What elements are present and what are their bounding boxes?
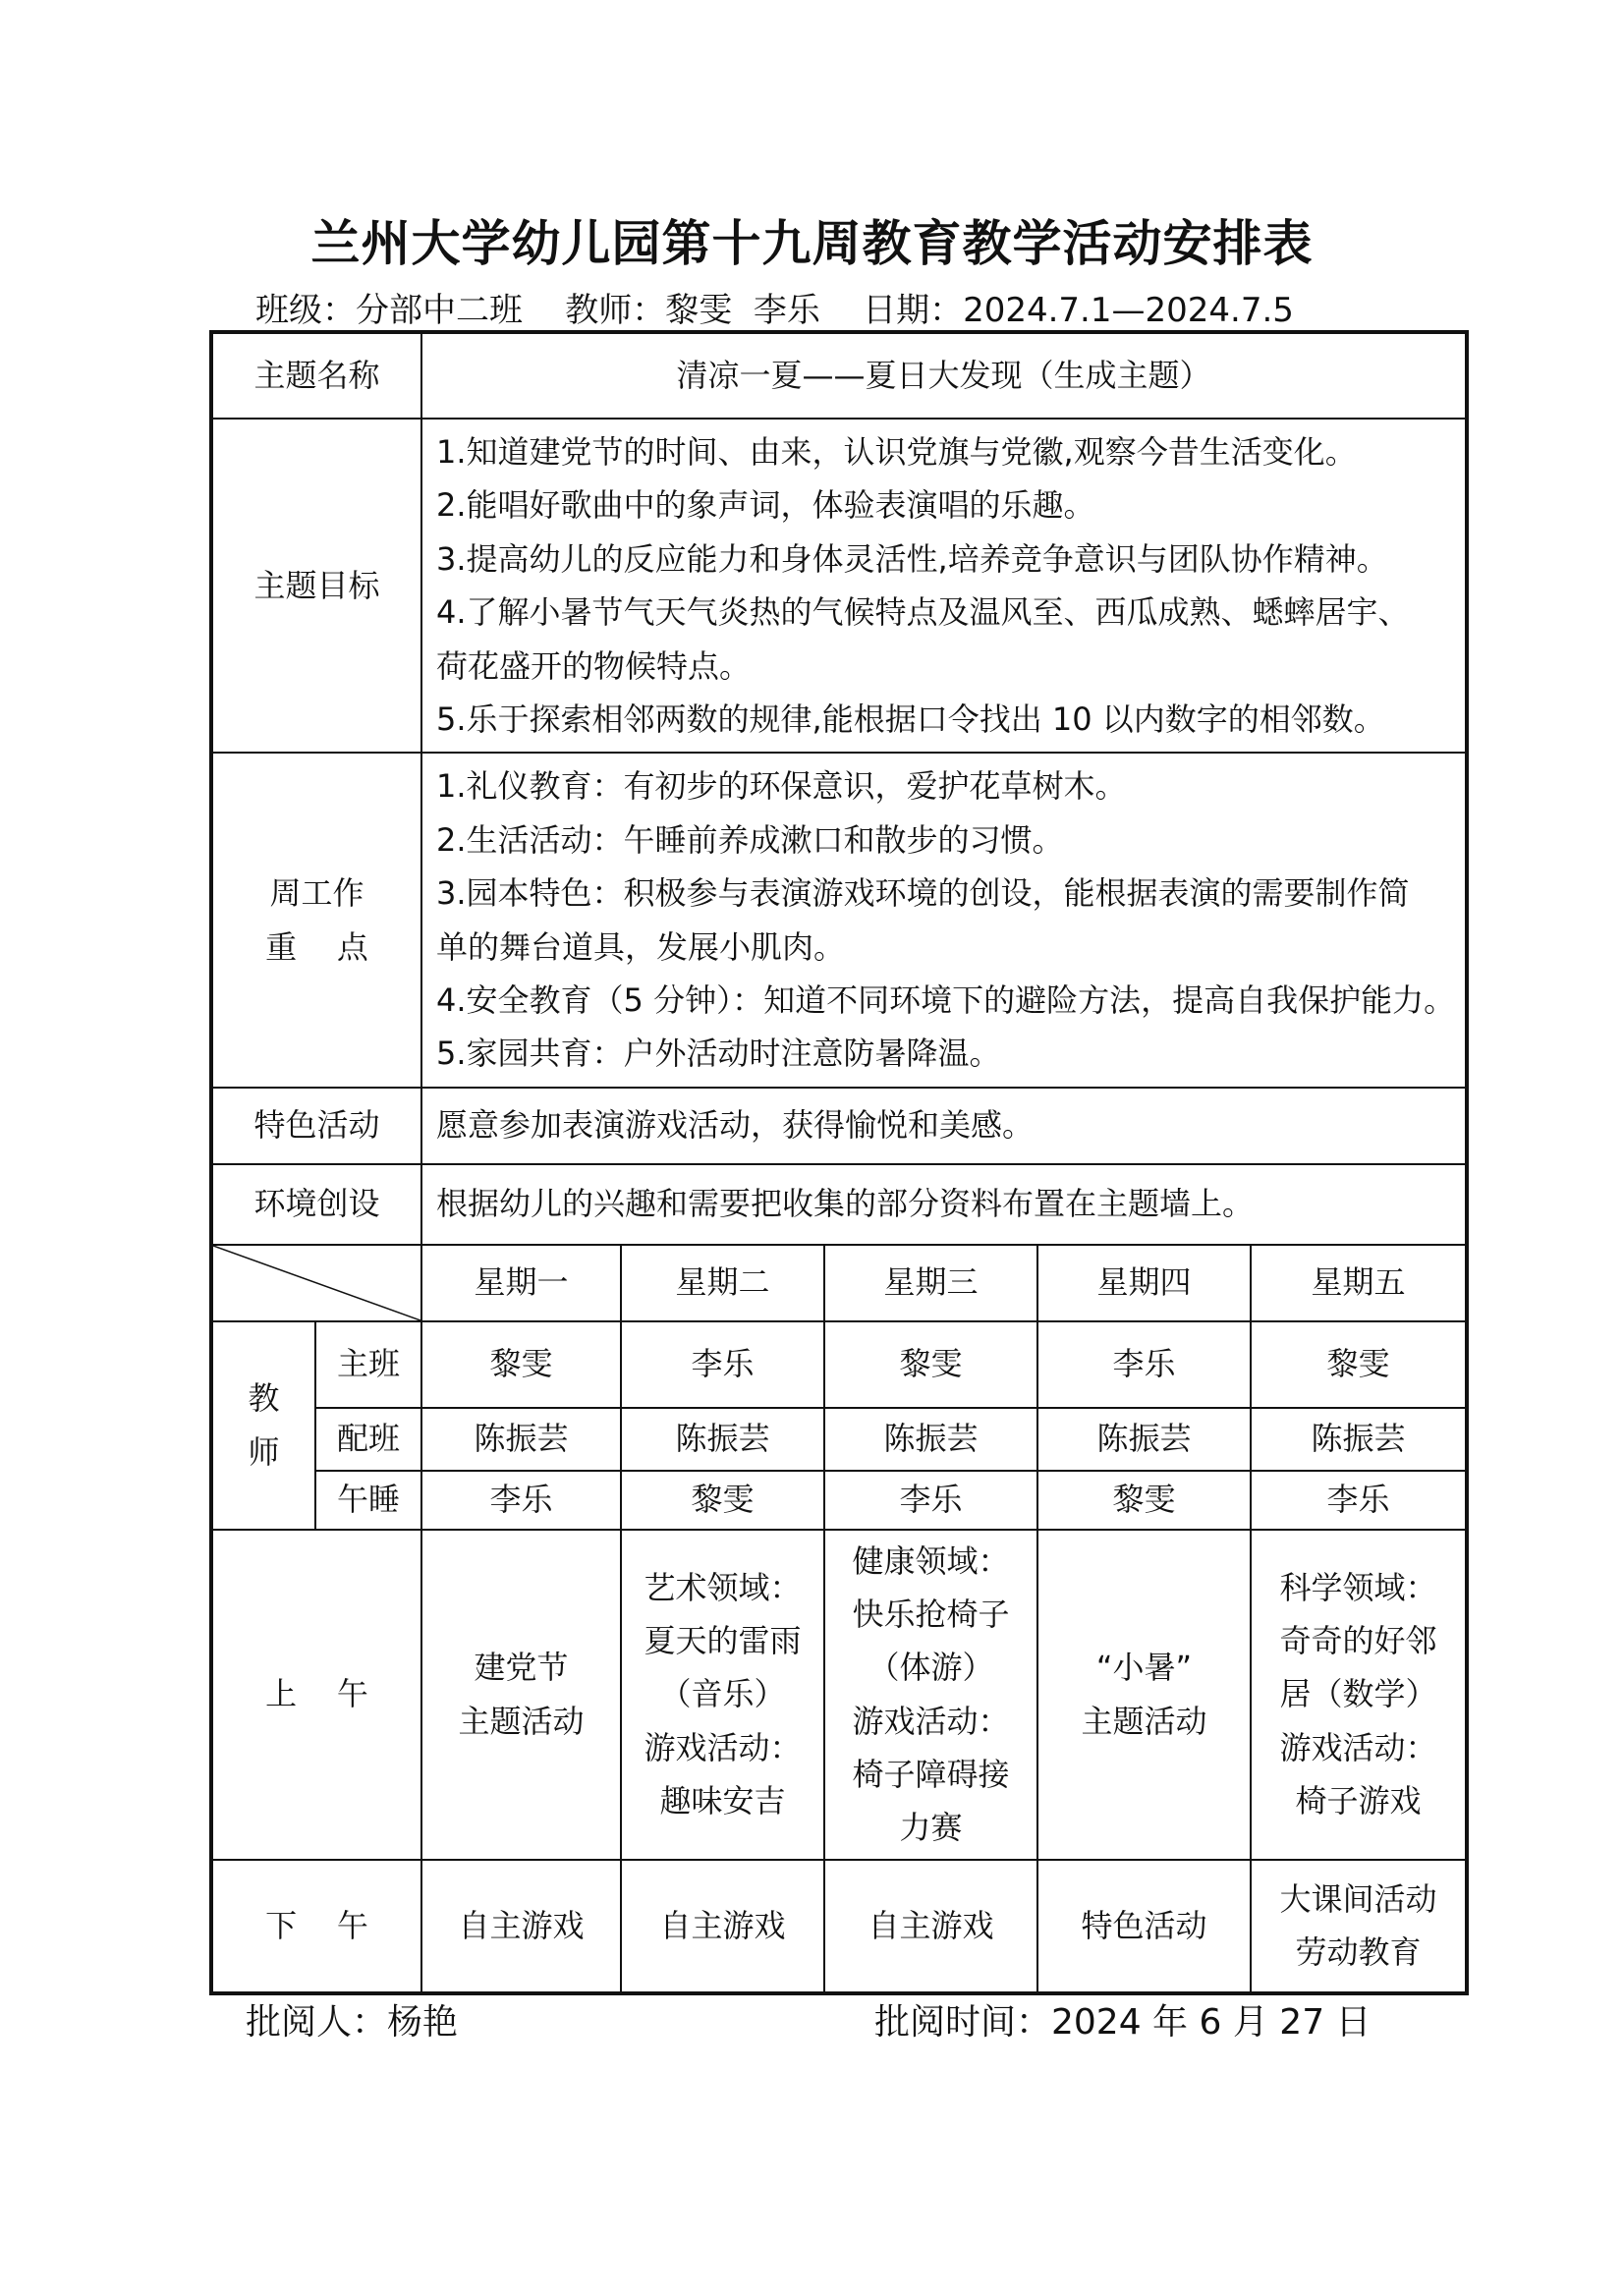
cell-line: （体游） bbox=[868, 1649, 994, 1687]
cell-line: 建党节 bbox=[474, 1649, 569, 1687]
cell-line: 科学领域： bbox=[1279, 1568, 1437, 1606]
day-header: 星期二 bbox=[621, 1245, 824, 1321]
morning-label: 上 午 bbox=[211, 1530, 421, 1860]
role-label: 午睡 bbox=[315, 1471, 421, 1530]
morning-row bbox=[211, 1530, 1467, 1860]
diagonal-header-cell bbox=[211, 1245, 421, 1321]
afternoon-cell bbox=[824, 1860, 1037, 1993]
focus-line: 1.礼仪教育：有初步的环保意识，爱护花草树木。 bbox=[436, 767, 1127, 806]
goal-line: 5.乐于探索相邻两数的规律,能根据口令找出 10 以内数字的相邻数。 bbox=[436, 700, 1385, 738]
teacher-cell: 陈振芸 bbox=[824, 1408, 1037, 1471]
focus-line: 5.家园共育：户外活动时注意防暑降温。 bbox=[436, 1035, 1001, 1073]
cell-line: （音乐） bbox=[659, 1675, 786, 1713]
cell-line: 夏天的雷雨 bbox=[644, 1622, 802, 1660]
weekly-focus-label-line: 周工作 bbox=[269, 874, 364, 913]
afternoon-cell bbox=[421, 1860, 621, 1993]
role-label: 主班 bbox=[315, 1321, 421, 1408]
teacher-cell: 黎雯 bbox=[421, 1321, 621, 1408]
feature-activity-label: 特色活动 bbox=[211, 1088, 421, 1164]
teacher-row-nap bbox=[211, 1471, 1467, 1530]
cell-line: “小暑” bbox=[1095, 1649, 1193, 1687]
teacher-cell: 李乐 bbox=[1251, 1471, 1467, 1530]
goal-line: 荷花盛开的物候特点。 bbox=[436, 646, 752, 685]
weekly-focus-label bbox=[211, 753, 421, 1087]
cell-line: 健康领域： bbox=[852, 1541, 1010, 1580]
day-header: 星期五 bbox=[1251, 1245, 1467, 1321]
theme-goals-label: 主题目标 bbox=[211, 419, 421, 753]
cell-line: 自主游戏 bbox=[458, 1906, 585, 1944]
cell-line: 游戏活动： bbox=[852, 1702, 1010, 1740]
environment-row bbox=[211, 1164, 1467, 1245]
teacher-cell: 李乐 bbox=[621, 1321, 824, 1408]
afternoon-cell bbox=[1037, 1860, 1251, 1993]
weekly-focus-content bbox=[421, 753, 1467, 1087]
goal-line: 2.能唱好歌曲中的象声词，体验表演唱的乐趣。 bbox=[436, 486, 1095, 525]
teacher-group-char: 师 bbox=[248, 1432, 280, 1471]
cell-line: 游戏活动： bbox=[1279, 1728, 1437, 1766]
day-header: 星期四 bbox=[1037, 1245, 1251, 1321]
afternoon-cell bbox=[621, 1860, 824, 1993]
day-header: 星期三 bbox=[824, 1245, 1037, 1321]
teacher-group-char: 教 bbox=[248, 1379, 280, 1418]
goal-line: 1.知道建党节的时间、由来，认识党旗与党徽,观察今昔生活变化。 bbox=[436, 433, 1357, 471]
cell-line: 主题活动 bbox=[458, 1702, 585, 1740]
cell-line: 主题活动 bbox=[1081, 1702, 1207, 1740]
cell-line: 力赛 bbox=[899, 1809, 963, 1847]
cell-line: 快乐抢椅子 bbox=[852, 1595, 1010, 1633]
class-info-line: 班级：分部中二班 教师：黎雯 李乐 日期：2024.7.1—2024.7.5 bbox=[255, 291, 1294, 330]
cell-line: 游戏活动： bbox=[644, 1728, 802, 1766]
reviewer-text: 批阅人：杨艳 bbox=[246, 2002, 459, 2043]
cell-line: 特色活动 bbox=[1081, 1906, 1207, 1944]
goal-line: 3.提高幼儿的反应能力和身体灵活性,培养竞争意识与团队协作精神。 bbox=[436, 539, 1388, 578]
day-header: 星期一 bbox=[421, 1245, 621, 1321]
diagonal-line bbox=[213, 1246, 420, 1320]
morning-cell bbox=[824, 1530, 1037, 1860]
teacher-cell: 李乐 bbox=[1037, 1321, 1251, 1408]
teacher-cell: 陈振芸 bbox=[421, 1408, 621, 1471]
teacher-cell: 李乐 bbox=[824, 1471, 1037, 1530]
teacher-cell: 黎雯 bbox=[621, 1471, 824, 1530]
theme-name-label: 主题名称 bbox=[211, 332, 421, 419]
teacher-row-main bbox=[211, 1321, 1467, 1408]
review-time-text: 批阅时间：2024 年 6 月 27 日 bbox=[874, 2002, 1372, 2043]
weekly-focus-label-line: 重 点 bbox=[265, 927, 368, 966]
cell-line: 自主游戏 bbox=[868, 1906, 994, 1944]
page-title: 兰州大学幼儿园第十九周教育教学活动安排表 bbox=[310, 215, 1314, 272]
theme-name-row bbox=[211, 332, 1467, 419]
focus-line: 单的舞台道具，发展小肌肉。 bbox=[436, 927, 846, 966]
afternoon-cell bbox=[1251, 1860, 1467, 1993]
morning-cell bbox=[1251, 1530, 1467, 1860]
focus-line: 3.园本特色：积极参与表演游戏环境的创设，能根据表演的需要制作简 bbox=[436, 874, 1410, 913]
cell-line: 居（数学） bbox=[1279, 1675, 1437, 1713]
cell-line: 奇奇的好邻 bbox=[1279, 1622, 1437, 1660]
schedule-table bbox=[209, 330, 1469, 1995]
cell-line: 自主游戏 bbox=[659, 1906, 786, 1944]
teacher-cell: 李乐 bbox=[421, 1471, 621, 1530]
afternoon-row bbox=[211, 1860, 1467, 1993]
cell-line: 劳动教育 bbox=[1295, 1933, 1422, 1972]
teacher-cell: 陈振芸 bbox=[1251, 1408, 1467, 1471]
afternoon-label: 下 午 bbox=[211, 1860, 421, 1993]
theme-goals-row bbox=[211, 419, 1467, 753]
feature-activity-row bbox=[211, 1088, 1467, 1164]
day-header-row bbox=[211, 1245, 1467, 1321]
cell-line: 艺术领域： bbox=[644, 1568, 802, 1606]
environment-value: 根据幼儿的兴趣和需要把收集的部分资料布置在主题墙上。 bbox=[421, 1164, 1467, 1245]
focus-line: 4.安全教育（5 分钟）：知道不同环境下的避险方法，提高自我保护能力。 bbox=[436, 980, 1456, 1019]
cell-line: 趣味安吉 bbox=[659, 1782, 786, 1820]
feature-activity-value: 愿意参加表演游戏活动，获得愉悦和美感。 bbox=[421, 1088, 1467, 1164]
theme-name-value: 清凉一夏——夏日大发现（生成主题） bbox=[421, 332, 1467, 419]
teacher-cell: 黎雯 bbox=[824, 1321, 1037, 1408]
cell-line: 椅子游戏 bbox=[1295, 1782, 1422, 1820]
focus-line: 2.生活活动：午睡前养成漱口和散步的习惯。 bbox=[436, 820, 1064, 859]
morning-cell bbox=[621, 1530, 824, 1860]
role-label: 配班 bbox=[315, 1408, 421, 1471]
teacher-cell: 黎雯 bbox=[1251, 1321, 1467, 1408]
environment-label: 环境创设 bbox=[211, 1164, 421, 1245]
teacher-row-assist bbox=[211, 1408, 1467, 1471]
theme-goals-content bbox=[421, 419, 1467, 753]
cell-line: 大课间活动 bbox=[1279, 1879, 1437, 1918]
teacher-cell: 陈振芸 bbox=[1037, 1408, 1251, 1471]
teacher-group-label bbox=[211, 1321, 315, 1530]
teacher-cell: 陈振芸 bbox=[621, 1408, 824, 1471]
cell-line: 椅子障碍接 bbox=[852, 1756, 1010, 1794]
morning-cell bbox=[1037, 1530, 1251, 1860]
weekly-focus-row bbox=[211, 753, 1467, 1087]
goal-line: 4.了解小暑节气天气炎热的气候特点及温风至、西瓜成熟、蟋蟀居宇、 bbox=[436, 593, 1410, 632]
teacher-cell: 黎雯 bbox=[1037, 1471, 1251, 1530]
morning-cell bbox=[421, 1530, 621, 1860]
